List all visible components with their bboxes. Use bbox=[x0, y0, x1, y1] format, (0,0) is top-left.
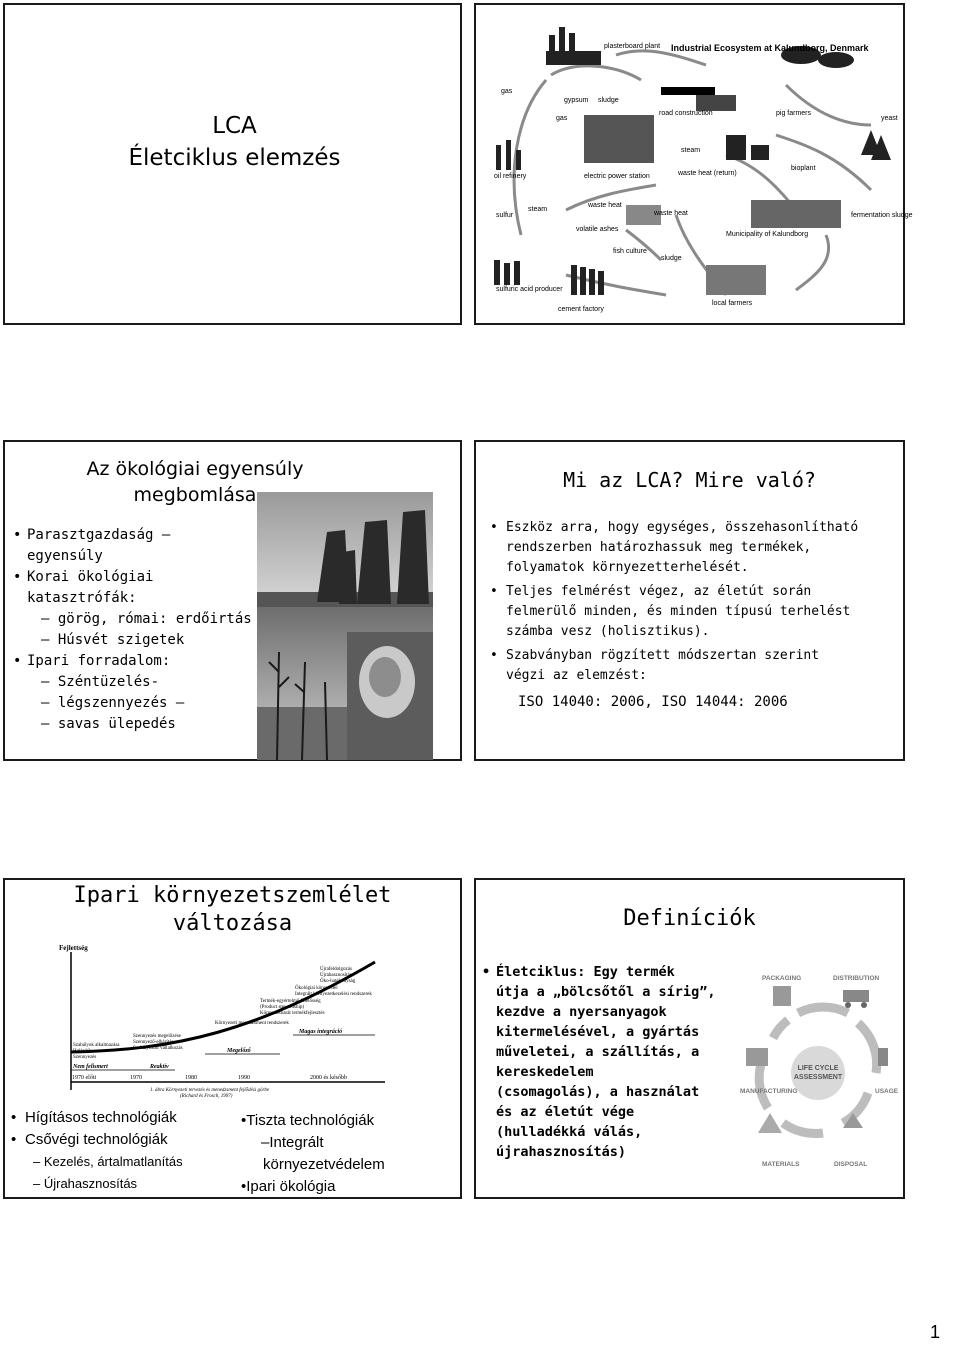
list-item: • Életciklus: Egy termék bbox=[482, 964, 675, 980]
label-sludge2: sludge bbox=[661, 255, 682, 262]
chart-label: Szennyező-elhárítás bbox=[133, 1040, 174, 1045]
left-list bbox=[11, 1107, 236, 1195]
kalundborg-diagram bbox=[476, 5, 913, 323]
list-item: újrahasznosítás) bbox=[496, 1144, 627, 1160]
list-item: •Ipari ökológia bbox=[241, 1178, 336, 1195]
slide-lca-title bbox=[3, 3, 462, 325]
label-farmers: local farmers bbox=[712, 300, 753, 307]
list-item: kezdve a nyersanyagok bbox=[496, 1004, 667, 1020]
list-item: • Csővégi technológiák bbox=[11, 1131, 168, 1148]
slide-industrial-view bbox=[3, 878, 462, 1199]
list-item: és az életút vége bbox=[496, 1104, 635, 1120]
wheel-center-label1: LIFE CYCLE bbox=[797, 1065, 839, 1072]
list-item: – savas ülepedés bbox=[41, 716, 176, 732]
iso-standards: ISO 14040: 2006, ISO 14044: 2006 bbox=[518, 694, 788, 710]
slide-title-line2: változása bbox=[172, 911, 293, 936]
label-pig: pig farmers bbox=[776, 110, 812, 117]
label-yeast: yeast bbox=[881, 115, 898, 122]
list-item: kitermelésével, a gyártás bbox=[496, 1024, 700, 1040]
list-item: (hulladékká válás, bbox=[496, 1124, 643, 1140]
chart-phase: Nem felismert bbox=[73, 1064, 108, 1070]
chart-label: Öko-hatékonyság bbox=[320, 979, 356, 984]
slide-title: Definíciók bbox=[623, 906, 756, 931]
chart-year: 2000 és később bbox=[310, 1075, 347, 1081]
chart-label: Szennyezés megelőzése bbox=[133, 1034, 181, 1039]
chart-label: Szennyezés bbox=[73, 1055, 97, 1060]
label-plasterboard: plasterboard plant bbox=[604, 43, 661, 50]
bullet-list bbox=[13, 525, 263, 735]
chart-label: Szabályozott vállalkozás bbox=[133, 1046, 183, 1051]
list-item: – Húsvét szigetek bbox=[41, 632, 185, 648]
label-wasteheat2: waste heat bbox=[588, 202, 622, 209]
list-item: – Kezelés, ártalmatlanítás bbox=[33, 1154, 183, 1169]
label-steam1: steam bbox=[681, 147, 701, 154]
label-gas2: gas bbox=[556, 115, 568, 122]
list-item: • Hígításos technológiák bbox=[11, 1109, 177, 1126]
list-item: (csomagolás), a használat bbox=[496, 1084, 700, 1100]
list-item: • Korai ökológiai bbox=[13, 569, 154, 585]
chart-label: Újrafeldolgozás bbox=[320, 967, 352, 972]
package-icon bbox=[773, 986, 791, 1006]
chart-label: Szabályok alkalmazása bbox=[73, 1043, 120, 1048]
chart-label: Újrahasznosítás bbox=[320, 973, 352, 978]
slide-title bbox=[5, 882, 460, 938]
list-item: útja a „bölcsőtől a sírig”, bbox=[496, 984, 716, 1000]
slide-definitions bbox=[474, 878, 905, 1199]
label-volatile: volatile ashes bbox=[576, 226, 619, 233]
label-sulfur: sulfur bbox=[496, 212, 514, 219]
label-wasteheat3: waste heat bbox=[654, 210, 688, 217]
label-steam2: steam bbox=[528, 206, 548, 213]
list-item: • Teljes felmérést végez, az életút során felmerülő minden, és minden típusú terhelést számba vesz (holisztikus). bbox=[490, 584, 851, 639]
list-item: •Tiszta technológiák bbox=[241, 1112, 375, 1129]
bottle-icon bbox=[878, 1048, 888, 1066]
label-municipality: Municipality of Kalundborg bbox=[726, 231, 809, 238]
chart-year: 1970 előtt bbox=[72, 1075, 97, 1081]
evolution-chart bbox=[55, 942, 395, 1102]
label-road: road construction bbox=[659, 110, 713, 117]
chart-ylabel: Fejlettség bbox=[59, 944, 88, 952]
slide-title-line2: Életciklus elemzés bbox=[128, 145, 341, 171]
label-sulfuric: sulfuric acid producer bbox=[496, 286, 563, 293]
list-item: • Eszköz arra, hogy egységes, összehasonlítható rendszerben határozhassuk meg termékek, folyamatok környezetterhelését. bbox=[490, 520, 859, 575]
label-cement: cement factory bbox=[558, 306, 604, 313]
label-biopl: bioplant bbox=[791, 165, 816, 172]
chart-label: Integrált környezetkezelési rendszerek bbox=[295, 992, 372, 997]
list-item: – görög, római: erdőirtás bbox=[41, 611, 252, 627]
list-item: • Ipari forradalom: bbox=[13, 653, 171, 669]
chart-label: Környezetbarát termékfejlesztés bbox=[260, 1011, 325, 1016]
wheel-stage: MANUFACTURING bbox=[740, 1088, 798, 1095]
list-item: kereskedelem bbox=[496, 1064, 594, 1080]
label-fertil: fermentation sludge bbox=[851, 212, 913, 219]
bullet-list bbox=[490, 518, 900, 712]
diagram-title: Industrial Ecosystem at Kalundborg, Denmark bbox=[671, 43, 869, 53]
slide-title-line1: Az ökológiai egyensúly bbox=[86, 458, 304, 480]
photo-collage bbox=[257, 492, 433, 760]
label-wasteheat1: waste heat (return) bbox=[678, 170, 737, 177]
chart-phase: Reaktív bbox=[150, 1064, 169, 1070]
slide-ecological-balance bbox=[3, 440, 462, 761]
list-item: – légszennyezés – bbox=[41, 695, 185, 711]
slide-what-is-lca bbox=[474, 440, 905, 761]
chart-year: 1980 bbox=[185, 1075, 197, 1081]
slide-title-line1: Ipari környezetszemlélet bbox=[73, 883, 392, 908]
list-item: környezetvédelem bbox=[263, 1156, 385, 1173]
chart-label: Ökológiai könyvvitel bbox=[295, 986, 338, 991]
wheel-stage: USAGE bbox=[875, 1088, 899, 1095]
label-gas1: gas bbox=[501, 88, 513, 95]
list-item: katasztrófák: bbox=[27, 590, 137, 606]
list-item: – Újrahasznosítás bbox=[33, 1176, 138, 1191]
list-item: – Széntüzelés- bbox=[41, 674, 160, 690]
label-oil: oil refinery bbox=[494, 173, 527, 180]
chart-label: Környezeti menedzsment rendszerek bbox=[215, 1021, 289, 1026]
truck-icon bbox=[843, 990, 869, 1002]
chart-phase: Megelőző bbox=[227, 1048, 251, 1054]
list-item: műveletei, a szállítás, a bbox=[496, 1044, 700, 1060]
chart-phase: Magas integráció bbox=[299, 1029, 343, 1035]
list-item: • Szabványban rögzített módszertan szerint végzi az elemzést: ISO 14040: 2006, ISO 14044: 2006 bbox=[490, 646, 900, 712]
chart-label: (Product stewardship) bbox=[260, 1005, 305, 1010]
label-sludge1: sludge bbox=[598, 97, 619, 104]
list-item: • Parasztgazdaság – bbox=[13, 527, 171, 543]
flask-icon bbox=[758, 1113, 782, 1133]
wheel-stage: DISTRIBUTION bbox=[833, 975, 880, 982]
wheel-stage: PACKAGING bbox=[762, 975, 802, 982]
life-cycle-wheel bbox=[738, 968, 898, 1173]
chart-caption: (Richard és Frosch, 1997) bbox=[180, 1094, 233, 1099]
slide-kalundborg bbox=[474, 3, 913, 325]
chart-caption: 1. ábra Környezeti tervezés és menedzsment fejlődési görbe bbox=[150, 1088, 270, 1093]
label-fish: fish culture bbox=[613, 248, 647, 255]
wheel-stage: DISPOSAL bbox=[834, 1161, 868, 1168]
page-number: 1 bbox=[930, 1322, 941, 1342]
label-gypsum: gypsum bbox=[564, 97, 589, 104]
definition-text bbox=[482, 962, 732, 1162]
wheel-center bbox=[791, 1046, 845, 1100]
slide-title: Mi az LCA? Mire való? bbox=[563, 468, 816, 492]
slide-title-line2: megbomlása bbox=[133, 484, 257, 506]
right-list bbox=[241, 1110, 461, 1198]
slide-title-line1: LCA bbox=[212, 113, 257, 139]
wheel-center-label2: ASSESSMENT bbox=[793, 1074, 843, 1081]
chart-year: 1970 bbox=[130, 1075, 142, 1081]
chart-label: Hulladék bbox=[73, 1049, 92, 1054]
list-item: egyensúly bbox=[27, 548, 103, 564]
wheel-stage: MATERIALS bbox=[762, 1161, 800, 1168]
list-item: –Integrált bbox=[261, 1134, 324, 1151]
chart-year: 1990 bbox=[238, 1075, 250, 1081]
label-power: electric power station bbox=[584, 173, 650, 180]
chart-label: Termék-egyértelmű felelősség bbox=[260, 999, 321, 1004]
factory-icon bbox=[746, 1048, 768, 1066]
